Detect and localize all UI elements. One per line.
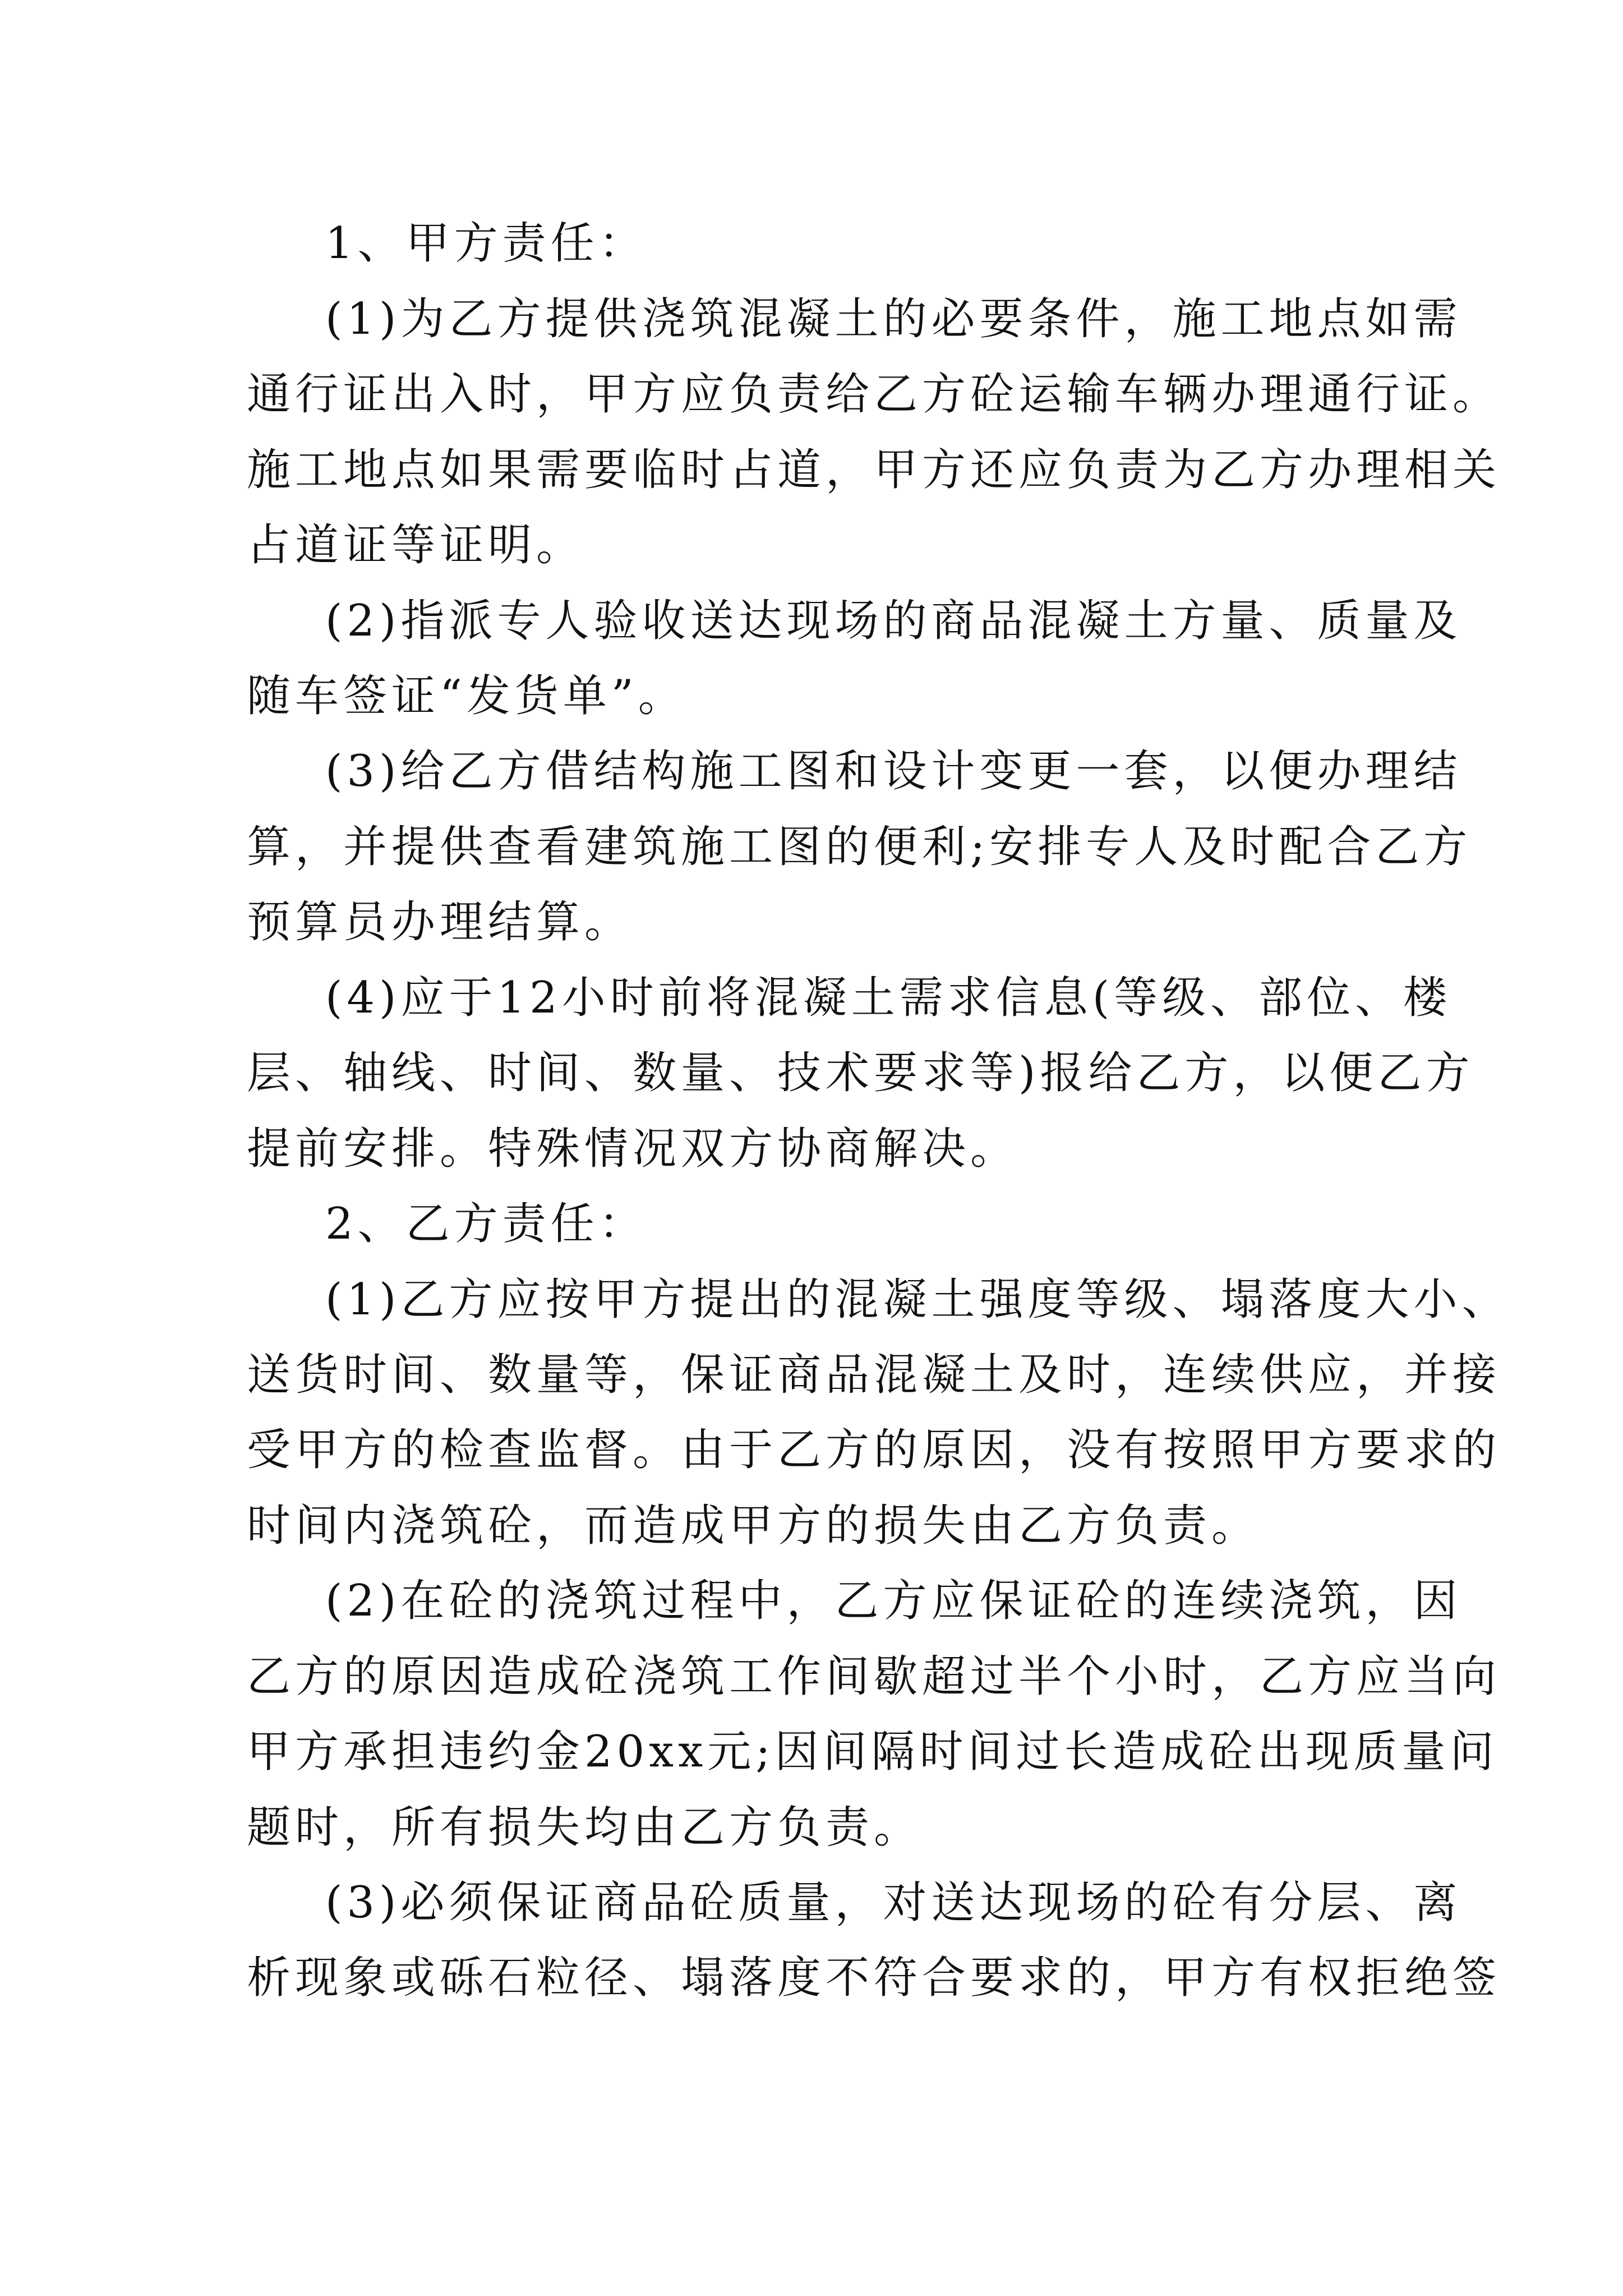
paragraph-line: (1)为乙方提供浇筑混凝土的必要条件，施工地点如需 [325,294,1462,344]
paragraph-line: (3)给乙方借结构施工图和设计变更一套，以便办理结 [325,746,1462,797]
paragraph-line: 析现象或砾石粒径、塌落度不符合要求的，甲方有权拒绝签 [247,1953,1501,2003]
paragraph-line: 随车签证“发货单”。 [247,671,686,721]
paragraph-line: 预算员办理结算。 [247,897,633,947]
paragraph-line: 受甲方的检查监督。由于乙方的原因，没有按照甲方要求的 [247,1425,1501,1475]
paragraph-line: 时间内浇筑砼，而造成甲方的损失由乙方负责。 [247,1501,1260,1551]
paragraph-line: 施工地点如果需要临时占道，甲方还应负责为乙方办理相关 [247,445,1501,495]
paragraph-line: 送货时间、数量等，保证商品混凝土及时，连续供应，并接 [247,1350,1501,1400]
paragraph-line: 算，并提供查看建筑施工图的便利;安排专人及时配合乙方 [247,822,1472,872]
paragraph-line: (3)必须保证商品砼质量，对送达现场的砼有分层、离 [325,1878,1462,1928]
paragraph-line: 甲方承担违约金20xx元;因间隔时间过长造成砼出现质量问 [247,1727,1498,1777]
paragraph-line: 层、轴线、时间、数量、技术要求等)报给乙方，以便乙方 [247,1048,1474,1098]
paragraph-line: 题时，所有损失均由乙方负责。 [247,1802,923,1853]
paragraph-line: 通行证出入时，甲方应负责给乙方砼运输车辆办理通行证。 [247,369,1501,420]
paragraph-line: 提前安排。特殊情况双方协商解决。 [247,1124,1019,1174]
paragraph-line: (4)应于12小时前将混凝土需求信息(等级、部位、楼 [325,973,1452,1023]
section-heading-party-b: 2、乙方责任： [325,1199,647,1249]
paragraph-line: (1)乙方应按甲方提出的混凝土强度等级、塌落度大小、 [325,1274,1510,1325]
paragraph-line: 占道证等证明。 [247,520,585,570]
paragraph-line: 乙方的原因造成砼浇筑工作间歇超过半个小时，乙方应当向 [247,1651,1501,1702]
section-heading-party-a: 1、甲方责任： [325,218,647,269]
paragraph-line: (2)在砼的浇筑过程中，乙方应保证砼的连续浇筑，因 [325,1576,1462,1626]
paragraph-line: (2)指派专人验收送达现场的商品混凝土方量、质量及 [325,596,1462,646]
